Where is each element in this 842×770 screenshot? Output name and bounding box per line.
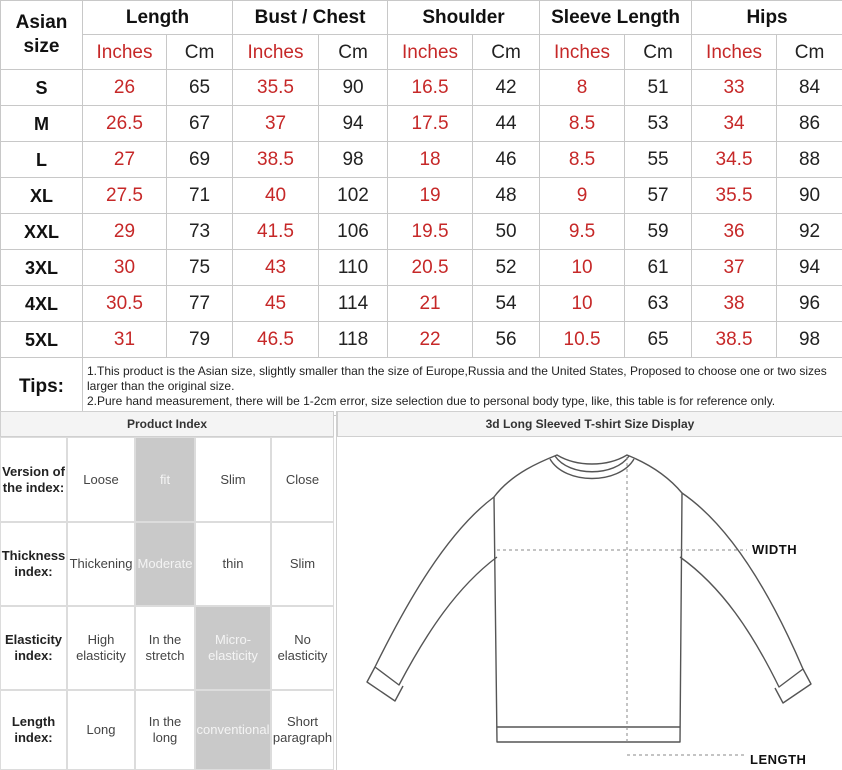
product-index-option: In the long xyxy=(135,690,195,770)
product-index-option: Slim xyxy=(271,522,334,606)
size-label: 4XL xyxy=(1,286,83,322)
cm-value: 65 xyxy=(167,70,233,106)
inch-value: 10 xyxy=(540,286,625,322)
size-chart-unit-row xyxy=(1,35,842,70)
product-index-row xyxy=(0,522,334,606)
tips-row xyxy=(1,358,842,416)
product-index-option: High elasticity xyxy=(67,606,135,690)
size-row xyxy=(1,178,842,214)
size-label: L xyxy=(1,142,83,178)
product-index-option: Thickening xyxy=(67,522,135,606)
inch-value: 18 xyxy=(388,142,473,178)
inch-value: 37 xyxy=(692,250,777,286)
tshirt-diagram xyxy=(337,437,842,770)
size-row xyxy=(1,106,842,142)
size-row xyxy=(1,214,842,250)
product-index-label: Length index: xyxy=(0,690,67,770)
size-label: 3XL xyxy=(1,250,83,286)
cm-value: 94 xyxy=(319,106,388,142)
cm-value: 106 xyxy=(319,214,388,250)
cm-value: 42 xyxy=(473,70,540,106)
inch-value: 35.5 xyxy=(233,70,319,106)
product-index-option: Short paragraph xyxy=(271,690,334,770)
unit-inches: Inches xyxy=(692,35,777,70)
cm-value: 46 xyxy=(473,142,540,178)
product-index-label: Thickness index: xyxy=(0,522,67,606)
inch-value: 9 xyxy=(540,178,625,214)
cm-value: 114 xyxy=(319,286,388,322)
product-index-row xyxy=(0,606,334,690)
cm-value: 54 xyxy=(473,286,540,322)
product-index-panel xyxy=(0,411,334,770)
asian-size-label: Asian size xyxy=(1,1,83,70)
inch-value: 16.5 xyxy=(388,70,473,106)
size-row xyxy=(1,322,842,358)
cm-value: 75 xyxy=(167,250,233,286)
inch-value: 19.5 xyxy=(388,214,473,250)
inch-value: 34.5 xyxy=(692,142,777,178)
product-index-option-selected: fit xyxy=(135,437,195,522)
tips-label: Tips: xyxy=(1,358,83,416)
inch-value: 10.5 xyxy=(540,322,625,358)
size-row xyxy=(1,286,842,322)
cm-value: 88 xyxy=(777,142,842,178)
cm-value: 77 xyxy=(167,286,233,322)
product-index-option: In the stretch xyxy=(135,606,195,690)
product-index-option: Slim xyxy=(195,437,271,522)
inch-value: 33 xyxy=(692,70,777,106)
unit-inches: Inches xyxy=(388,35,473,70)
header-bust-chest: Bust / Chest xyxy=(233,1,388,35)
size-label: XXL xyxy=(1,214,83,250)
unit-cm: Cm xyxy=(473,35,540,70)
size-label: M xyxy=(1,106,83,142)
inch-value: 8.5 xyxy=(540,142,625,178)
unit-cm: Cm xyxy=(625,35,692,70)
cm-value: 48 xyxy=(473,178,540,214)
cm-value: 56 xyxy=(473,322,540,358)
inch-value: 27 xyxy=(83,142,167,178)
header-hips: Hips xyxy=(692,1,842,35)
product-index-option: Long xyxy=(67,690,135,770)
size-label: S xyxy=(1,70,83,106)
cm-value: 94 xyxy=(777,250,842,286)
cm-value: 57 xyxy=(625,178,692,214)
product-index-option-selected: conventional xyxy=(195,690,271,770)
inch-value: 43 xyxy=(233,250,319,286)
cm-value: 98 xyxy=(319,142,388,178)
inch-value: 38.5 xyxy=(692,322,777,358)
unit-inches: Inches xyxy=(83,35,167,70)
size-row xyxy=(1,142,842,178)
cm-value: 110 xyxy=(319,250,388,286)
product-index-option: Loose xyxy=(67,437,135,522)
tshirt-right-sleeve xyxy=(680,493,803,687)
tips-text xyxy=(83,358,842,416)
cm-value: 86 xyxy=(777,106,842,142)
cm-value: 92 xyxy=(777,214,842,250)
cm-value: 44 xyxy=(473,106,540,142)
cm-value: 61 xyxy=(625,250,692,286)
size-row xyxy=(1,70,842,106)
cm-value: 90 xyxy=(777,178,842,214)
inch-value: 38 xyxy=(692,286,777,322)
cm-value: 96 xyxy=(777,286,842,322)
cm-value: 79 xyxy=(167,322,233,358)
product-index-title: Product Index xyxy=(0,411,334,437)
inch-value: 45 xyxy=(233,286,319,322)
cm-value: 71 xyxy=(167,178,233,214)
inch-value: 21 xyxy=(388,286,473,322)
inch-value: 46.5 xyxy=(233,322,319,358)
product-index-option-selected: Moderate xyxy=(135,522,195,606)
tshirt-left-sleeve xyxy=(375,497,497,685)
cm-value: 98 xyxy=(777,322,842,358)
cm-value: 50 xyxy=(473,214,540,250)
unit-inches: Inches xyxy=(233,35,319,70)
size-label: 5XL xyxy=(1,322,83,358)
inch-value: 37 xyxy=(233,106,319,142)
unit-cm: Cm xyxy=(777,35,842,70)
cm-value: 65 xyxy=(625,322,692,358)
inch-value: 8.5 xyxy=(540,106,625,142)
inch-value: 41.5 xyxy=(233,214,319,250)
inch-value: 29 xyxy=(83,214,167,250)
product-index-label: Elasticity index: xyxy=(0,606,67,690)
product-index-option: thin xyxy=(195,522,271,606)
cm-value: 102 xyxy=(319,178,388,214)
inch-value: 26 xyxy=(83,70,167,106)
cm-value: 51 xyxy=(625,70,692,106)
size-chart-header-row xyxy=(1,1,842,35)
cm-value: 55 xyxy=(625,142,692,178)
length-label: LENGTH xyxy=(750,752,807,767)
width-label: WIDTH xyxy=(752,542,798,557)
cm-value: 63 xyxy=(625,286,692,322)
inch-value: 17.5 xyxy=(388,106,473,142)
inch-value: 40 xyxy=(233,178,319,214)
cm-value: 73 xyxy=(167,214,233,250)
shirt-display-panel xyxy=(336,411,842,770)
inch-value: 9.5 xyxy=(540,214,625,250)
inch-value: 34 xyxy=(692,106,777,142)
inch-value: 36 xyxy=(692,214,777,250)
inch-value: 19 xyxy=(388,178,473,214)
tip-1: 1.This product is the Asian size, slightly smaller than the size of Europe,Russia and the United States, Proposed to choose one or two sizes larger than the original size. xyxy=(87,364,827,393)
inch-value: 8 xyxy=(540,70,625,106)
cm-value: 69 xyxy=(167,142,233,178)
unit-cm: Cm xyxy=(319,35,388,70)
inch-value: 30.5 xyxy=(83,286,167,322)
cm-value: 84 xyxy=(777,70,842,106)
product-index-row xyxy=(0,690,334,770)
tshirt-body-outline xyxy=(494,455,682,742)
product-index-option: Close xyxy=(271,437,334,522)
cm-value: 90 xyxy=(319,70,388,106)
header-sleeve-length: Sleeve Length xyxy=(540,1,692,35)
inch-value: 26.5 xyxy=(83,106,167,142)
cm-value: 52 xyxy=(473,250,540,286)
cm-value: 59 xyxy=(625,214,692,250)
product-index-option: No elasticity xyxy=(271,606,334,690)
tip-2: 2.Pure hand measurement, there will be 1-2cm error, size selection due to personal body type, like, this table is for reference only. xyxy=(87,394,776,408)
shirt-display-title: 3d Long Sleeved T-shirt Size Display xyxy=(337,411,842,437)
product-index-label: Version of the index: xyxy=(0,437,67,522)
unit-cm: Cm xyxy=(167,35,233,70)
inch-value: 10 xyxy=(540,250,625,286)
inch-value: 35.5 xyxy=(692,178,777,214)
size-label: XL xyxy=(1,178,83,214)
unit-inches: Inches xyxy=(540,35,625,70)
header-length: Length xyxy=(83,1,233,35)
header-shoulder: Shoulder xyxy=(388,1,540,35)
inch-value: 27.5 xyxy=(83,178,167,214)
cm-value: 118 xyxy=(319,322,388,358)
inch-value: 20.5 xyxy=(388,250,473,286)
cm-value: 53 xyxy=(625,106,692,142)
inch-value: 22 xyxy=(388,322,473,358)
inch-value: 31 xyxy=(83,322,167,358)
product-index-row xyxy=(0,437,334,522)
cm-value: 67 xyxy=(167,106,233,142)
product-index-option-selected: Micro-elasticity xyxy=(195,606,271,690)
inch-value: 30 xyxy=(83,250,167,286)
inch-value: 38.5 xyxy=(233,142,319,178)
size-row xyxy=(1,250,842,286)
